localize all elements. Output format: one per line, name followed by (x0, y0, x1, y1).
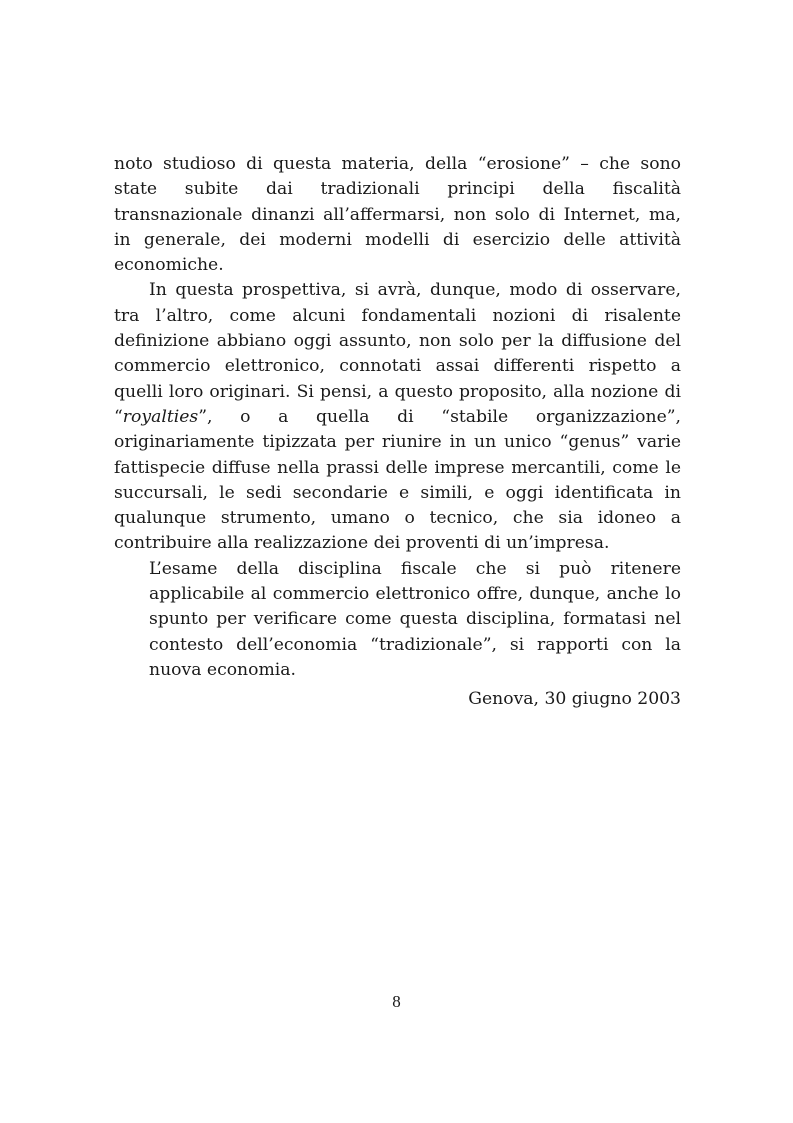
body-text (114, 152, 681, 683)
paragraph-1: noto studioso di questa materia, della “erosione” – che sono state subite dai tradizionali principi della fiscalità transnazionale dinanzi all’affermarsi, non solo di Internet, ma, in generale, dei moderni modelli di esercizio delle attività economiche. (114, 154, 681, 276)
paragraph-2 (114, 278, 681, 556)
royalties-term: royalties (122, 406, 199, 427)
page-number: 8 (392, 992, 401, 1011)
paragraph-3: L’esame della disciplina fiscale che si può ritenere applicabile al commercio elettronico offre, dunque, anche lo spunto per verificare come questa disciplina, formatasi nel contesto dell’economia “tradizionale”, si rapporti con la nuova economia. (149, 558, 681, 680)
date-signature: Genova, 30 giugno 2003 (468, 689, 681, 709)
paragraph-2-text-start: In questa prospettiva, si avrà, dunque, modo di osservare, tra l’altro, come alcuni fondamentali nozioni di risalente definizione abbiano oggi assunto, non solo per la diffusione del commercio elettronico, connotati assai differenti rispetto a quelli loro originari. Si pensi, a questo proposito, alla nozione di “ (114, 280, 681, 427)
paragraph-2-text-end: ”, o a quella di “stabile organizzazione”, originariamente tipizzata per riunire in un unico “genus” varie fattispecie diffuse nella prassi delle imprese mercantili, come le succursali, le sedi secondarie e simili, e oggi identificata in qualunque strumento, umano o tecnico, che sia idoneo a contribuire alla realizzazione dei proventi di un’impresa. (114, 406, 681, 554)
